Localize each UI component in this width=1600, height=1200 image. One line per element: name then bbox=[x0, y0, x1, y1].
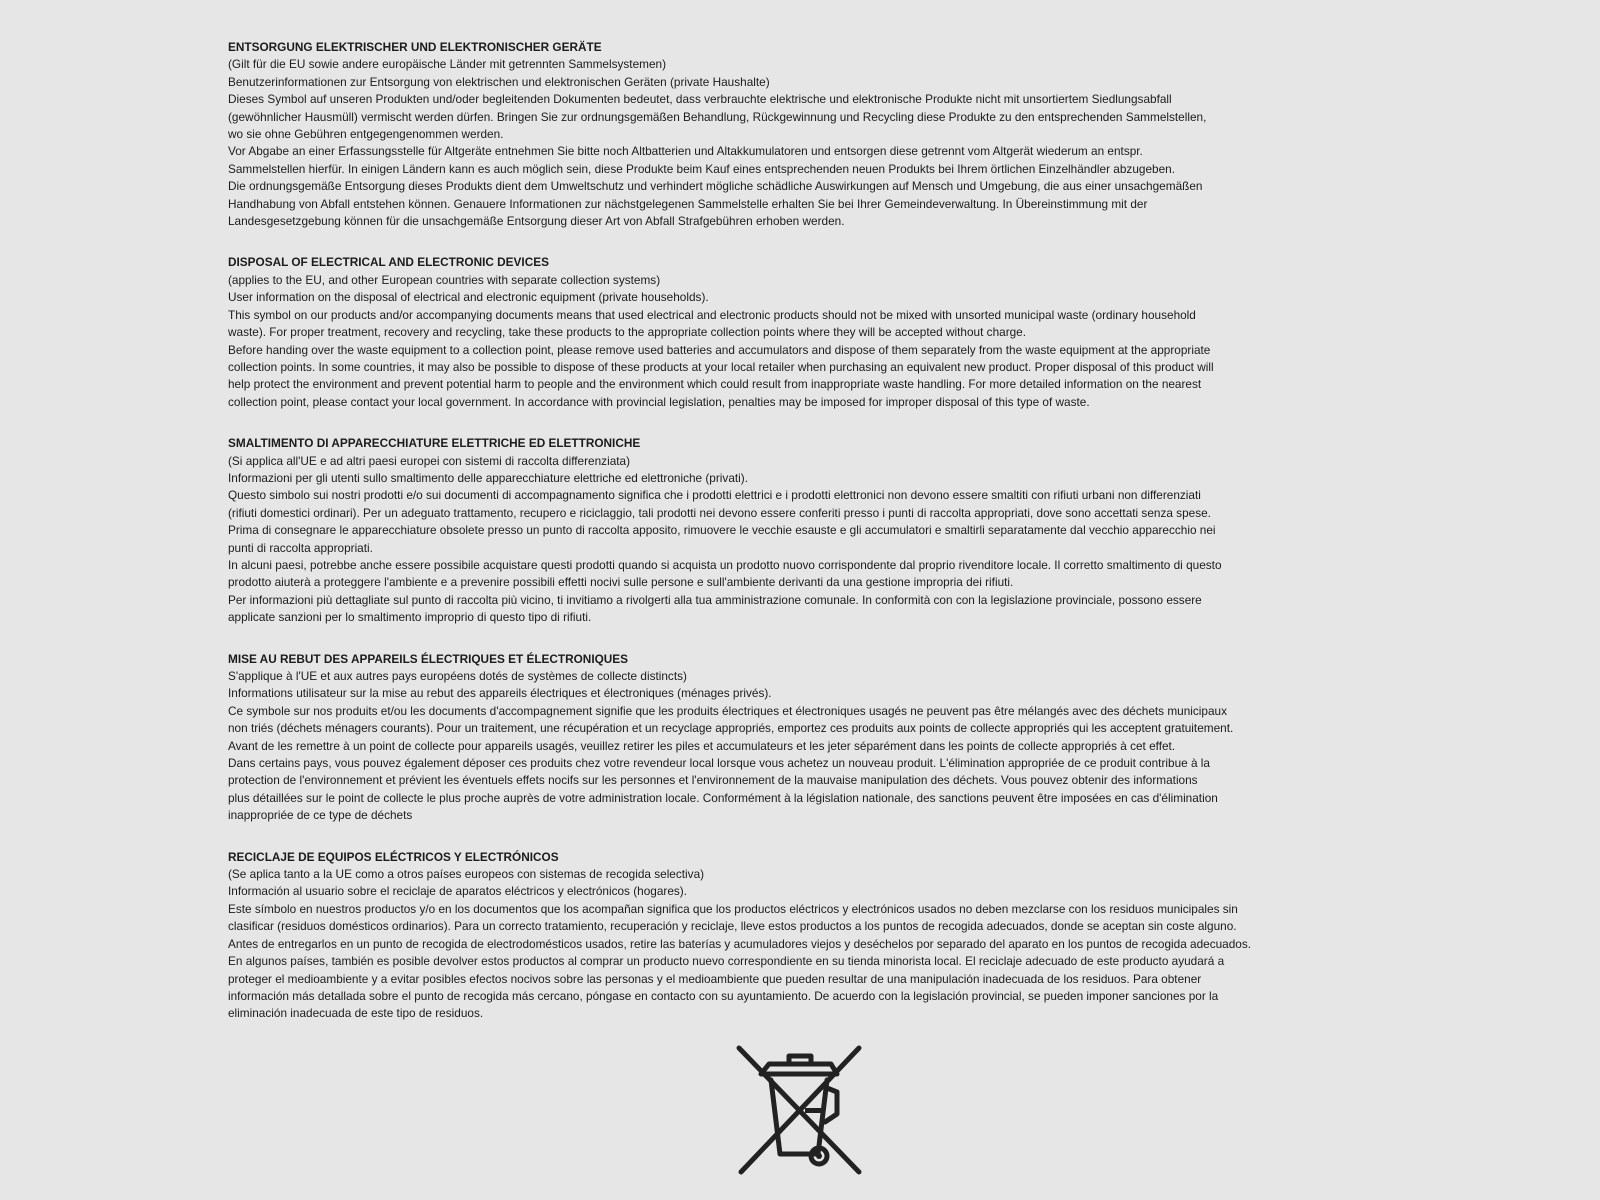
section-german bbox=[228, 39, 1388, 230]
text-line: protection de l'environnement et prévient les éventuels effets nocifs sur les personnes et l'environnement de la mauvaise manipulation des déchets. Vous pouvez obtenir des informations bbox=[228, 773, 1198, 788]
text-line: prodotto aiuterà a proteggere l'ambiente e a prevenire possibili effetti nocivi sulle persone e sull'ambiente derivanti da una gestione impropria dei rifiuti. bbox=[228, 575, 1014, 590]
text-line: Benutzerinformationen zur Entsorgung von elektrischen und elektronischen Geräten (private Haushalte) bbox=[228, 74, 770, 89]
text-line: Handhabung von Abfall entstehen können. Genauere Informationen zur nächstgelegenen Sammelstelle erhalten Sie bei Ihrer Gemeindeverwaltung. In Übereinstimmung mit der bbox=[228, 196, 1148, 211]
text-line: Información al usuario sobre el reciclaje de aparatos eléctricos y electrónicos (hogares). bbox=[228, 884, 687, 899]
text-line: Prima di consegnare le apparecchiature obsolete presso un punto di raccolta apposito, rimuovere le vecchie esauste e gli accumulatori e smaltirli separatamente dal vecchio apparecchio nei bbox=[228, 523, 1216, 538]
section-title: ENTSORGUNG ELEKTRISCHER UND ELEKTRONISCHER GERÄTE bbox=[228, 40, 602, 54]
text-line: User information on the disposal of electrical and electronic equipment (private households). bbox=[228, 290, 709, 305]
text-line: This symbol on our products and/or accompanying documents means that used electrical and electronic products should not be mixed with unsorted municipal waste (ordinary household bbox=[228, 307, 1196, 322]
text-line: Before handing over the waste equipment to a collection point, please remove used batteries and accumulators and dispose of them separately from the waste equipment at the appropriate bbox=[228, 342, 1211, 357]
section-title: RECICLAJE DE EQUIPOS ELÉCTRICOS Y ELECTRÓNICOS bbox=[228, 849, 559, 864]
text-line: Informations utilisateur sur la mise au rebut des appareils électriques et électroniques (ménages privés). bbox=[228, 686, 772, 701]
text-line: Die ordnungsgemäße Entsorgung dieses Produkts dient dem Umweltschutz und verhindert mögliche schädliche Auswirkungen auf Mensch und Umgebung, die aus einer unsachgemäßen bbox=[228, 179, 1203, 194]
text-line: Sammelstellen hierfür. In einigen Ländern kann es auch möglich sein, diese Produkte beim Kauf eines entsprechenden neuen Produkts bei Ihrem örtlichen Einzelhändler abzugeben. bbox=[228, 161, 1175, 176]
text-line: Ce symbole sur nos produits et/ou les documents d'accompagnement signifie que les produits électriques et électroniques usagés ne peuvent pas être mélangés avec des déchets municipaux bbox=[228, 703, 1228, 718]
section-italian bbox=[228, 435, 1388, 626]
text-line: información más detallada sobre el punto de recogida más cercano, póngase en contacto con su ayuntamiento. De acuerdo con la legislación provincial, se pueden imponer sanciones por la bbox=[228, 988, 1219, 1003]
section-title: MISE AU REBUT DES APPAREILS ÉLECTRIQUES ET ÉLECTRONIQUES bbox=[228, 651, 629, 666]
text-line: inappropriée de ce type de déchets bbox=[228, 808, 413, 823]
disposal-notice-document bbox=[228, 39, 1388, 1047]
text-line: proteger el medioambiente y a evitar posibles efectos nocivos sobre las personas y el medioambiente que pueden resultar de una manipulación inadecuada de los residuos. Para obtener bbox=[228, 971, 1202, 986]
section-title: DISPOSAL OF ELECTRICAL AND ELECTRONIC DEVICES bbox=[228, 255, 549, 270]
text-line: plus détaillées sur le point de collecte le plus proche auprès de votre administration locale. Conformément à la législation nationale, des sanctions peuvent être imposées en cas d'élimination bbox=[228, 790, 1218, 805]
text-line: S'applique à l'UE et aux autres pays européens dotés de systèmes de collecte distincts) bbox=[228, 669, 687, 683]
text-line: (rifiuti domestici ordinari). Per un adeguato trattamento, recupero e riciclaggio, tali prodotti nei devono essere conferiti presso i punti di raccolta appropriati, dove sono accettati senza spese. bbox=[228, 505, 1211, 520]
text-line: waste). For proper treatment, recovery and recycling, take these products to the appropriate collection points where they will be accepted without charge. bbox=[228, 325, 1027, 340]
crossed-out-wheelie-bin-icon bbox=[733, 1042, 865, 1178]
section-title: SMALTIMENTO DI APPARECCHIATURE ELETTRICHE ED ELETTRONICHE bbox=[228, 436, 641, 451]
text-line: clasificar (residuos domésticos ordinarios). Para un correcto tratamiento, recuperación y reciclaje, lleve estos productos a los puntos de recogida adecuados, donde se aceptan sin coste alguno. bbox=[228, 919, 1237, 934]
text-line: Per informazioni più dettagliate sul punto di raccolta più vicino, ti invitiamo a rivolgerti alla tua amministrazione comunale. In conformità con con la legislazione provinciale, possono essere bbox=[228, 592, 1202, 607]
text-line: Landesgesetzgebung können für die unsachgemäße Entsorgung dieser Art von Abfall Strafgebühren erhoben werden. bbox=[228, 214, 845, 229]
text-line: collection points. In some countries, it may also be possible to dispose of these products at your local retailer when purchasing an equivalent new product. Proper disposal of this product will bbox=[228, 359, 1214, 374]
text-line: non triés (déchets ménagers courants). Pour un traitement, une récupération et un recyclage appropriés, emportez ces produits aux points de collecte appropriés qui les acceptent gratuitement. bbox=[228, 721, 1234, 736]
text-line: Informazioni per gli utenti sullo smaltimento delle apparecchiature elettriche ed elettroniche (privati). bbox=[228, 470, 748, 485]
section-french bbox=[228, 651, 1388, 825]
text-line: Vor Abgabe an einer Erfassungsstelle für Altgeräte entnehmen Sie bitte noch Altbatterien und Altakkumulatoren und entsorgen diese getrennt vom Altgerät wiederum an entspr. bbox=[228, 144, 1143, 159]
text-line: (applies to the EU, and other European countries with separate collection systems) bbox=[228, 272, 661, 287]
text-line: Questo simbolo sui nostri prodotti e/o sui documenti di accompagnamento significa che i prodotti elettrici e i prodotti elettronici non devono essere smaltiti con rifiuti urbani non differenziati bbox=[228, 488, 1201, 503]
text-line: Avant de les remettre à un point de collecte pour appareils usagés, veuillez retirer les piles et accumulateurs et les jeter séparément dans les points de collecte appropriés à cet effet. bbox=[228, 738, 1176, 753]
text-line: collection point, please contact your local government. In accordance with provincial legislation, penalties may be imposed for improper disposal of this type of waste. bbox=[228, 394, 1090, 409]
text-line: wo sie ohne Gebühren entgegengenommen werden. bbox=[228, 127, 504, 142]
text-line: eliminación inadecuada de este tipo de residuos. bbox=[228, 1006, 484, 1021]
text-line: En algunos países, también es posible devolver estos productos al comprar un producto nuevo correspondiente en su tienda minorista local. El reciclaje adecuado de este producto ayudará a bbox=[228, 954, 1225, 969]
section-spanish bbox=[228, 849, 1388, 1023]
text-line: Este símbolo en nuestros productos y/o en los documentos que los acompañan significa que los productos eléctricos y electrónicos usados no deben mezclarse con los residuos municipales sin bbox=[228, 901, 1238, 916]
text-line: punti di raccolta appropriati. bbox=[228, 540, 373, 555]
text-line: (Gilt für die EU sowie andere europäische Länder mit getrennten Sammelsystemen) bbox=[228, 57, 667, 72]
text-line: In alcuni paesi, potrebbe anche essere possibile acquistare questi prodotti quando si acquista un prodotto nuovo corrispondente dal proprio rivenditore locale. Il corretto smaltimento di questo bbox=[228, 557, 1222, 572]
text-line: (Se aplica tanto a la UE como a otros países europeos con sistemas de recogida selectiva) bbox=[228, 867, 705, 882]
text-line: (gewöhnlicher Hausmüll) vermischt werden dürfen. Bringen Sie zur ordnungsgemäßen Behandlung, Rückgewinnung und Recycling diese Produkte zu den entsprechenden Sammelstellen, bbox=[228, 109, 1207, 124]
section-english bbox=[228, 254, 1388, 411]
text-line: help protect the environment and prevent potential harm to people and the environment which could result from inappropriate waste handling. For more detailed information on the nearest bbox=[228, 377, 1202, 392]
text-line: Antes de entregarlos en un punto de recogida de electrodomésticos usados, retire las baterías y acumuladores viejos y deséchelos por separado del aparato en los puntos de recogida adecuados. bbox=[228, 936, 1252, 951]
text-line: Dans certains pays, vous pouvez également déposer ces produits chez votre revendeur local lorsque vous achetez un nouveau produit. L'élimination appropriée de ce produit contribue à la bbox=[228, 756, 1210, 771]
text-line: (Si applica all'UE e ad altri paesi europei con sistemi di raccolta differenziata) bbox=[228, 453, 631, 468]
text-line: applicate sanzioni per lo smaltimento improprio di questo tipo di rifiuti. bbox=[228, 610, 592, 625]
text-line: Dieses Symbol auf unseren Produkten und/oder begleitenden Dokumenten bedeutet, dass verbrauchte elektrische und elektronische Produkte nicht mit unsortiertem Siedlungsabfall bbox=[228, 92, 1172, 107]
